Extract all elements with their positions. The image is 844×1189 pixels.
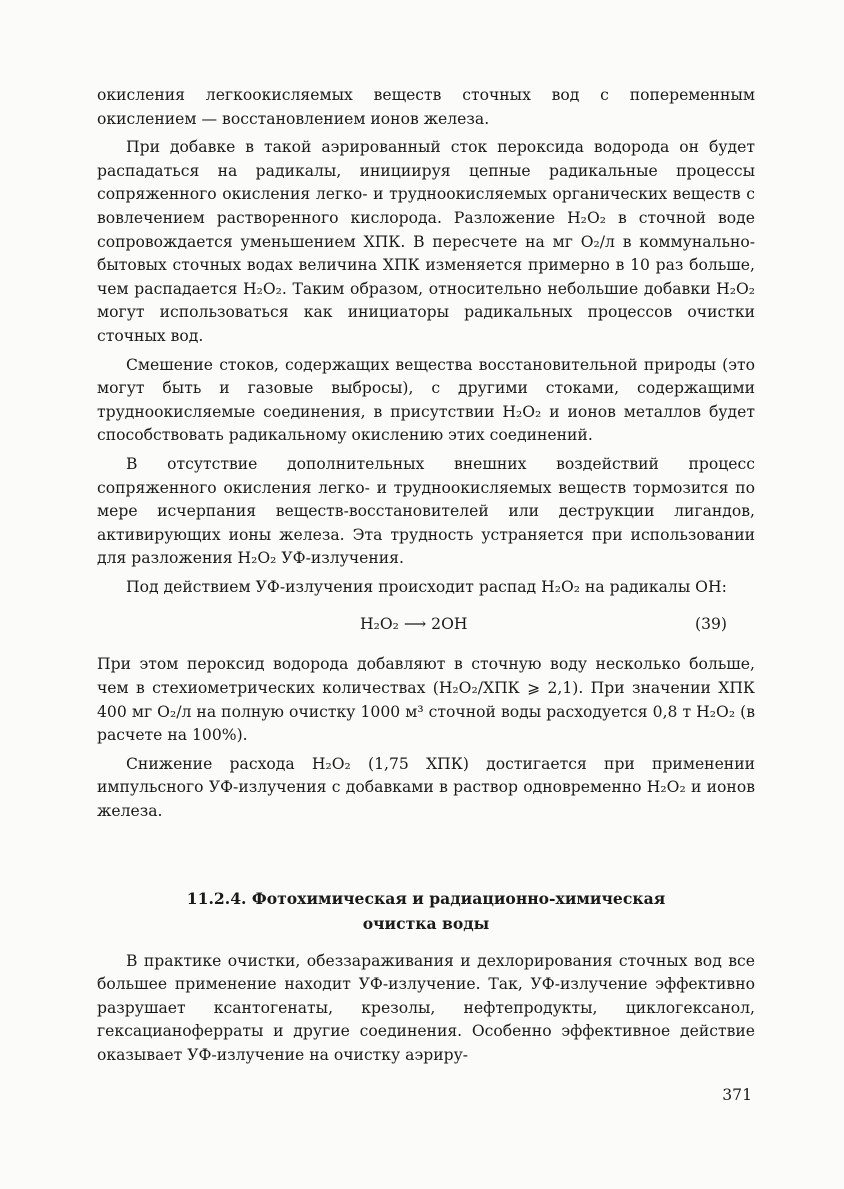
equation-body: H₂O₂ ⟶ 2OH — [360, 615, 468, 634]
page-body — [97, 84, 755, 1073]
page-number: 371 — [722, 1086, 752, 1104]
section-heading-line: очистка воды — [362, 913, 490, 933]
section-heading-line: 11.2.4. Фотохимическая и радиационно-химическая — [186, 888, 666, 908]
paragraph: Снижение расхода H₂O₂ (1,75 ХПК) достигается при применении импульсного УФ-излучения с добавками в раствор одновременно H₂O₂ и ионов железа. — [97, 754, 755, 821]
paragraph: В отсутствие дополнительных внешних воздействий процесс сопряженного окисления легко- и трудноокисляемых веществ тормозится по мере исчерпания веществ-восстановителей или деструкции лигандов, активирующих ионы железа. Эта трудность устраняется при использовании для разложения H₂O₂ УФ-излучения. — [97, 454, 755, 568]
paragraph: Под действием УФ-излучения происходит распад H₂O₂ на радикалы OH: — [126, 577, 727, 596]
paragraph: Смешение стоков, содержащих вещества восстановительной природы (это могут быть и газовые выбросы), с другими стоками, содержащими трудноокисляемые соединения, в присутствии H₂O₂ и ионов металлов будет способствовать радикальному окислению этих соединений. — [97, 355, 755, 445]
paragraph: При добавке в такой аэрированный сток пероксида водорода он будет распадаться на радикалы, инициируя цепные радикальные процессы сопряженного окисления легко- и трудноокисляемых органических веществ с вовлечением растворенного кислорода. Разложение H₂O₂ в сточной воде сопровождается уменьшением ХПК. В пересчете на мг O₂/л в коммунально-бытовых сточных водах величина ХПК изменяется примерно в 10 раз больше, чем распадается H₂O₂. Таким образом, относительно небольшие добавки H₂O₂ могут использоваться как инициаторы радикальных процессов очистки сточных вод. — [97, 138, 755, 345]
paragraph: окисления легкоокисляемых веществ сточных вод с попеременным окислением — восстановлением ионов железа. — [97, 86, 755, 128]
paragraph: В практике очистки, обеззараживания и дехлорирования сточных вод все большее применение находит УФ-излучение. Так, УФ-излучение эффективно разрушает ксантогенаты, крезолы, нефтепродукты, циклогексанол, гексацианоферраты и другие соединения. Особенно эффективное действие оказывает УФ-излучение на очистку аэриру- — [97, 951, 755, 1064]
section-heading — [97, 886, 755, 936]
equation — [97, 607, 755, 643]
equation-number: (39) — [694, 615, 727, 634]
paragraph: При этом пероксид водорода добавляют в сточную воду несколько больше, чем в стехиометрических количествах (H₂O₂/ХПК ⩾ 2,1). При значении ХПК 400 мг O₂/л на полную очистку 1000 м³ сточной воды расходуется 0,8 т H₂O₂ (в расчете на 100%). — [97, 655, 755, 745]
